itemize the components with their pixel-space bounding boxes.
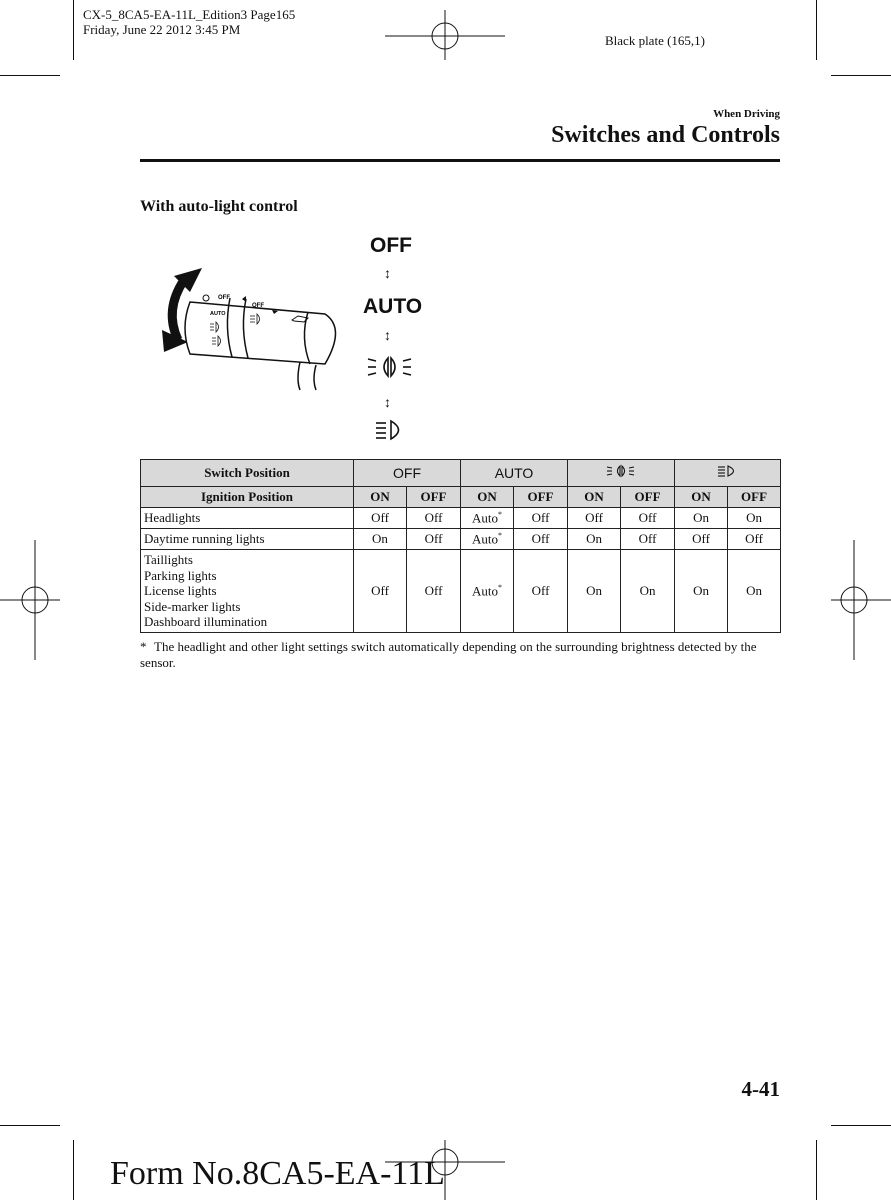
print-timestamp: Friday, June 22 2012 3:45 PM: [83, 22, 241, 37]
page-title: Switches and Controls: [551, 122, 780, 148]
title-rule: [140, 159, 780, 162]
table-cell: [461, 529, 514, 550]
up-down-arrow-icon: ↕: [384, 394, 391, 410]
ignition-cell: ON: [354, 487, 407, 508]
ignition-cell: ON: [675, 487, 728, 508]
registration-mark-right: [831, 540, 891, 660]
up-down-arrow-icon: ↕: [384, 327, 391, 343]
light-status-table: [140, 459, 781, 633]
table-cell: Off: [621, 529, 675, 550]
ignition-cell: OFF: [728, 487, 781, 508]
footnote: [140, 639, 780, 671]
print-job-line: CX-5_8CA5-EA-11L_Edition3 Page165: [83, 7, 296, 22]
crop-mark: [816, 0, 817, 60]
row-label-line: Parking lights: [144, 567, 217, 583]
headlight-icon: [717, 464, 739, 478]
position-off: OFF: [354, 460, 461, 487]
table-cell: Off: [407, 529, 461, 550]
row-label-line: Taillights: [144, 552, 193, 567]
crop-mark: [0, 75, 60, 76]
table-row: [141, 550, 781, 633]
table-cell: On: [568, 550, 621, 633]
table-cell: Off: [514, 550, 568, 633]
table-cell: On: [675, 508, 728, 529]
table-cell: On: [568, 529, 621, 550]
registration-mark-top: [385, 10, 505, 60]
crop-mark: [831, 1125, 891, 1126]
row-label: [141, 550, 354, 633]
table-cell: Off: [728, 529, 781, 550]
position-parking: [568, 460, 675, 487]
table-cell: Off: [621, 508, 675, 529]
ignition-cell: ON: [568, 487, 621, 508]
headlight-icon: [374, 418, 408, 442]
plate-label: Black plate (165,1): [605, 33, 705, 48]
table-row: [141, 508, 781, 529]
up-down-arrow-icon: ↕: [384, 265, 391, 281]
table-row: [141, 529, 781, 550]
ignition-cell: OFF: [514, 487, 568, 508]
footnote-mark: *: [140, 639, 147, 654]
footnote-text: The headlight and other light settings switch automatically depending on the surrounding brightness detected by the sensor.: [140, 639, 757, 670]
row-label: Headlights: [141, 508, 354, 529]
crop-mark: [816, 1140, 817, 1200]
row-label-line: Side-marker lights: [144, 598, 241, 614]
asterisk-mark: *: [498, 509, 502, 519]
table-cell: On: [354, 529, 407, 550]
ignition-position-header: Ignition Position: [141, 487, 354, 508]
form-number: Form No.8CA5-EA-11L: [110, 1155, 445, 1192]
headlight-lever-illustration: [150, 262, 350, 392]
crop-mark: [73, 1140, 74, 1200]
table-cell: Off: [354, 508, 407, 529]
row-label: Daytime running lights: [141, 529, 354, 550]
diagram-auto-label: AUTO: [363, 295, 423, 318]
parking-light-icon: [366, 354, 414, 380]
ignition-cell: OFF: [621, 487, 675, 508]
row-label-line: Dashboard illumination: [144, 614, 268, 629]
asterisk-mark: *: [498, 582, 502, 592]
lever-off-label-1: OFF: [218, 295, 230, 301]
subheading: With auto-light control: [140, 198, 298, 215]
lever-off-label-2: OFF: [252, 303, 264, 309]
diagram-off-label: OFF: [370, 234, 412, 257]
row-label-line: License lights: [144, 583, 217, 598]
parking-light-icon: [606, 464, 636, 478]
table-cell: On: [728, 508, 781, 529]
auto-value: Auto: [472, 582, 498, 598]
table-cell: Off: [354, 550, 407, 633]
asterisk-mark: *: [498, 530, 502, 540]
table-cell: Off: [514, 508, 568, 529]
table-cell: Off: [675, 529, 728, 550]
crop-mark: [831, 75, 891, 76]
table-cell: Off: [568, 508, 621, 529]
lever-auto-label: AUTO: [210, 311, 226, 317]
position-headlights: [675, 460, 781, 487]
page-number: 4-41: [741, 1077, 780, 1101]
auto-value: Auto: [472, 531, 498, 547]
registration-mark-left: [0, 540, 60, 660]
table-cell: On: [675, 550, 728, 633]
crop-mark: [73, 0, 74, 60]
table-cell: Off: [407, 508, 461, 529]
crop-mark: [0, 1125, 60, 1126]
switch-position-header: Switch Position: [141, 460, 354, 487]
position-auto: AUTO: [461, 460, 568, 487]
section-label: When Driving: [713, 108, 780, 120]
ignition-position-row: [141, 487, 781, 508]
ignition-cell: OFF: [407, 487, 461, 508]
table-cell: [461, 550, 514, 633]
table-cell: On: [621, 550, 675, 633]
table-cell: Off: [407, 550, 461, 633]
table-cell: [461, 508, 514, 529]
switch-position-row: [141, 460, 781, 487]
ignition-cell: ON: [461, 487, 514, 508]
auto-value: Auto: [472, 510, 498, 526]
table-cell: Off: [514, 529, 568, 550]
table-cell: On: [728, 550, 781, 633]
